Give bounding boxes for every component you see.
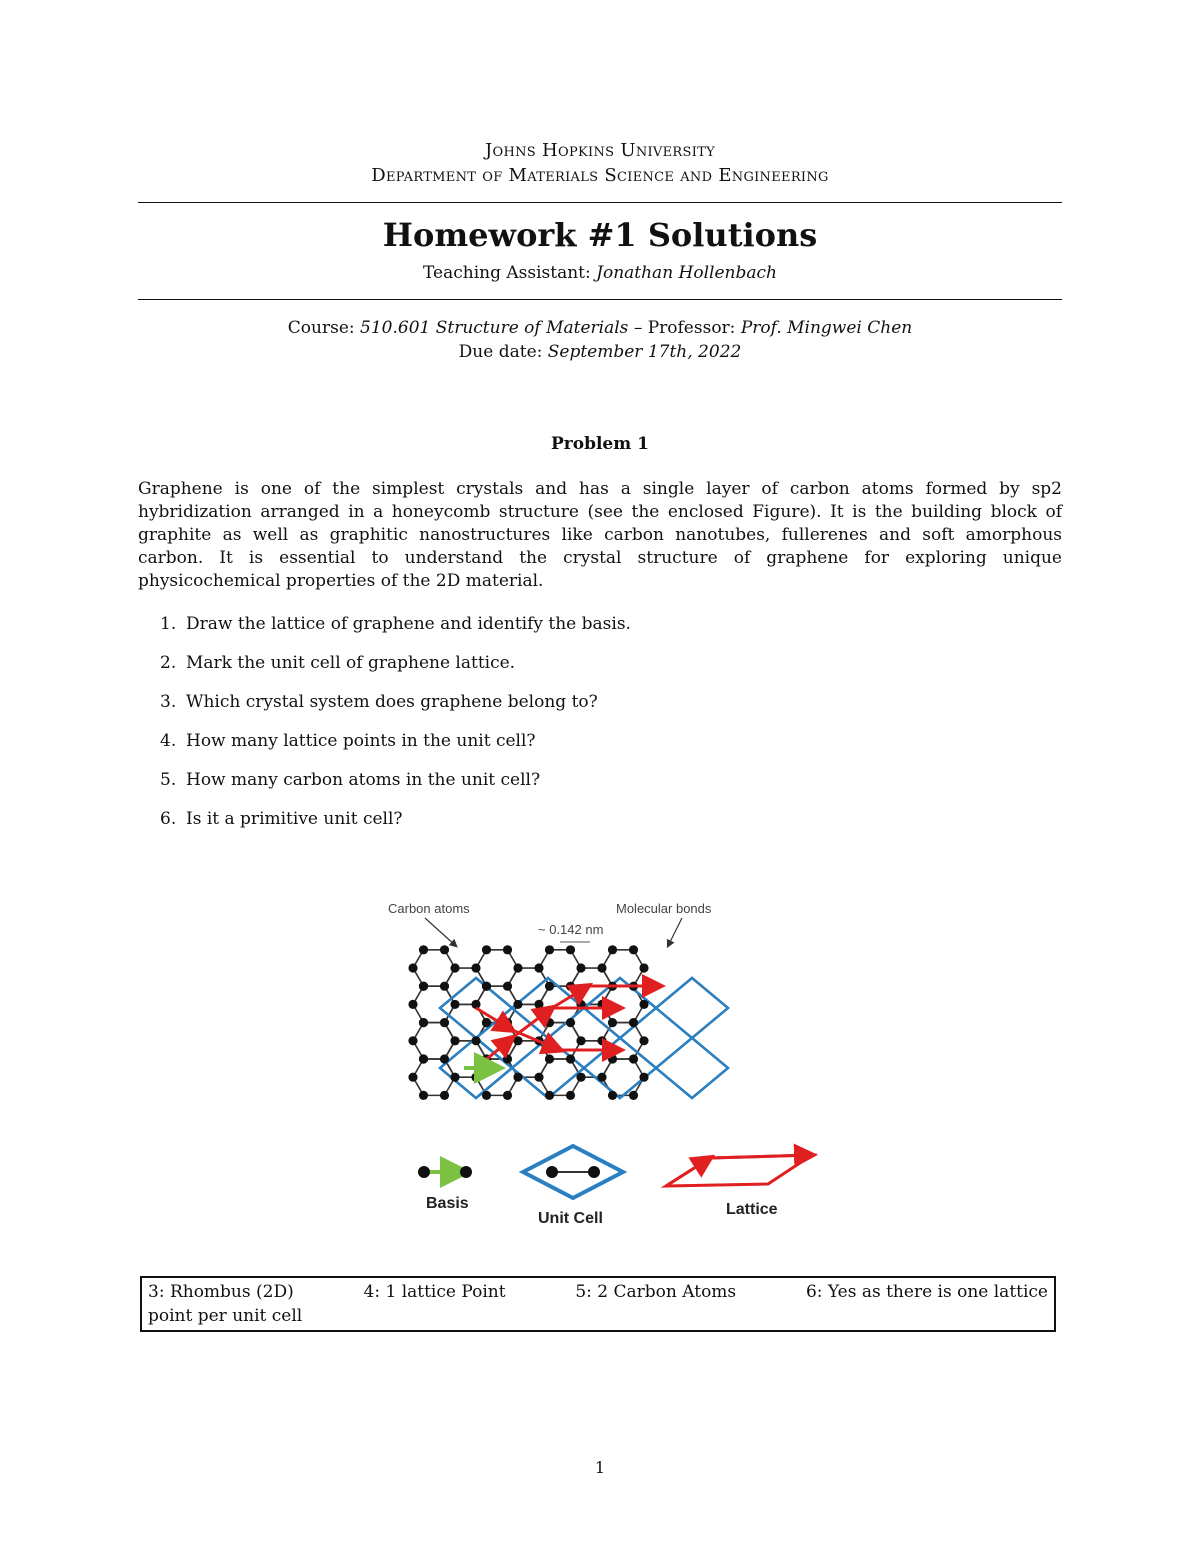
carbon-atom [629, 945, 638, 954]
course-name: 510.601 Structure of Materials [360, 318, 629, 338]
answer-6: 6: Yes as there is one lattice [805, 1282, 1048, 1302]
carbon-atom [419, 1091, 428, 1100]
list-item [160, 613, 1060, 652]
question-text: Which crystal system does graphene belong to? [186, 692, 598, 712]
document-title: Homework #1 Solutions [382, 216, 818, 254]
carbon-atom [450, 1036, 459, 1045]
legend-unit-cell-label: Unit Cell [538, 1210, 603, 1227]
carbon-atom [576, 963, 585, 972]
carbon-atom [534, 1000, 543, 1009]
unit-cell-atom [546, 1166, 558, 1178]
problem-title: Problem 1 [551, 434, 649, 454]
list-item [160, 691, 1060, 730]
ta-label: Teaching Assistant: [423, 263, 591, 283]
carbon-atom [503, 945, 512, 954]
list-item [160, 769, 1060, 808]
carbon-atom [440, 1091, 449, 1100]
answer-5: 5: 2 Carbon Atoms [575, 1282, 737, 1302]
unit-cell-rhombus [584, 1038, 656, 1098]
carbon-atom [545, 1091, 554, 1100]
hexagon-ring [571, 1041, 613, 1077]
question-text: How many lattice points in the unit cell? [186, 731, 536, 751]
carbon-atom [513, 1000, 522, 1009]
carbon-atom [513, 963, 522, 972]
carbon-atom [629, 1091, 638, 1100]
carbon-atom [440, 982, 449, 991]
carbon-atom [471, 1000, 480, 1009]
carbon-atom [566, 945, 575, 954]
carbon-atom [629, 1054, 638, 1063]
molecular-bonds-pointer [668, 918, 682, 946]
carbon-atom [566, 1091, 575, 1100]
legend-lattice [666, 1155, 812, 1218]
question-text: Draw the lattice of graphene and identify the basis. [186, 614, 631, 634]
carbon-atom [545, 982, 554, 991]
hexagon-ring [571, 1004, 613, 1040]
carbon-atom [639, 1036, 648, 1045]
question-number: 3. [160, 692, 177, 712]
list-item [160, 652, 1060, 691]
basis-atom [460, 1166, 472, 1178]
hexagon-ring [476, 986, 518, 1022]
unit-cell-atom [588, 1166, 600, 1178]
legend-basis [418, 1166, 472, 1212]
carbon-atom [608, 1054, 617, 1063]
top-rule [138, 202, 1062, 203]
middle-rule [138, 299, 1062, 300]
carbon-atom [482, 945, 491, 954]
problem-intro: Graphene is one of the simplest crystals and has a single layer of carbon atoms formed by sp2 hybridization arranged in a honeycomb structure (see the enclosed Figure). It is the building block of graphite as well as graphitic nanostructures like carbon nanotubes, fullerenes and soft amorphous carbon. It is essential to understand the crystal structure of graphene for exploring unique physicochemical properties of the 2D material. [138, 479, 1062, 591]
due-date-label: Due date: [458, 342, 543, 362]
carbon-atom [408, 1000, 417, 1009]
carbon-atom [566, 1018, 575, 1027]
carbon-atom [450, 1000, 459, 1009]
carbon-atom [545, 945, 554, 954]
answers-row [148, 1280, 1048, 1304]
carbon-atom [408, 963, 417, 972]
hexagon-ring [413, 1023, 455, 1059]
carbon-atom [482, 1018, 491, 1027]
course-label: Course: [287, 318, 355, 338]
carbon-atom [629, 1018, 638, 1027]
carbon-atom [639, 1000, 648, 1009]
question-number: 2. [160, 653, 177, 673]
carbon-atom [566, 1054, 575, 1063]
carbon-atoms-label: Carbon atoms [388, 901, 470, 916]
list-item [160, 808, 1060, 847]
answer-3: 3: Rhombus (2D) [148, 1282, 294, 1302]
carbon-atom [408, 1073, 417, 1082]
course-line [0, 318, 1200, 338]
ta-name: Jonathan Hollenbach [596, 263, 777, 283]
professor-name: Prof. Mingwei Chen [740, 318, 913, 338]
answer-4: 4: 1 lattice Point [363, 1282, 506, 1302]
page-number: 1 [594, 1458, 606, 1477]
carbon-atom [419, 1054, 428, 1063]
question-number: 6. [160, 809, 177, 829]
legend-unit-cell [523, 1146, 623, 1227]
question-text: How many carbon atoms in the unit cell? [186, 770, 541, 790]
hexagon-ring [413, 986, 455, 1022]
carbon-atom [471, 1036, 480, 1045]
molecular-bonds-label: Molecular bonds [616, 901, 712, 916]
hexagon-ring [476, 950, 518, 986]
question-number: 1. [160, 614, 177, 634]
carbon-atom [639, 963, 648, 972]
department-name: Department of Materials Science and Engineering [371, 165, 829, 186]
hexagon-ring [413, 950, 455, 986]
carbon-atom [503, 1091, 512, 1100]
carbon-atom [597, 1036, 606, 1045]
carbon-atom [482, 982, 491, 991]
carbon-atom [608, 1091, 617, 1100]
carbon-atom [408, 1036, 417, 1045]
course-separator: – [633, 318, 643, 338]
hexagon-ring [413, 1059, 455, 1095]
question-number: 5. [160, 770, 177, 790]
carbon-atom [576, 1073, 585, 1082]
unit-cell-rhombus [656, 978, 728, 1038]
graphene-figure [380, 890, 830, 1240]
carbon-atom [576, 1036, 585, 1045]
university-name: Johns Hopkins University [484, 140, 715, 161]
bond-length-label: ~ 0.142 nm [538, 922, 604, 937]
question-text: Is it a primitive unit cell? [186, 809, 403, 829]
carbon-atom [534, 963, 543, 972]
question-number: 4. [160, 731, 177, 751]
carbon-atom [419, 982, 428, 991]
professor-label: Professor: [647, 318, 736, 338]
carbon-atom [450, 1073, 459, 1082]
carbon-atom [597, 963, 606, 972]
question-list [160, 613, 1060, 847]
carbon-atom [482, 1091, 491, 1100]
due-date-line [0, 342, 1200, 362]
carbon-atom [419, 945, 428, 954]
list-item [160, 730, 1060, 769]
carbon-atom [534, 1073, 543, 1082]
carbon-atom [608, 1018, 617, 1027]
carbon-atom [608, 945, 617, 954]
carbon-atom [440, 1018, 449, 1027]
carbon-atom [503, 1054, 512, 1063]
carbon-atom [597, 1073, 606, 1082]
teaching-assistant [0, 263, 1200, 283]
carbon-atom [513, 1073, 522, 1082]
unit-cell-rhombus [656, 1038, 728, 1098]
hexagon-ring [508, 1041, 550, 1077]
carbon-atom [440, 945, 449, 954]
carbon-atom [545, 1054, 554, 1063]
carbon-atom [450, 963, 459, 972]
answer-6-continued: point per unit cell [148, 1306, 303, 1326]
legend-basis-label: Basis [426, 1195, 469, 1212]
basis-atom [418, 1166, 430, 1178]
carbon-atom [440, 1054, 449, 1063]
carbon-atom [471, 963, 480, 972]
due-date-value: September 17th, 2022 [547, 342, 742, 362]
carbon-atom [419, 1018, 428, 1027]
answers-box [140, 1276, 1056, 1332]
carbon-atom [639, 1073, 648, 1082]
hexagon-ring [508, 968, 550, 1004]
carbon-atom [545, 1018, 554, 1027]
carbon-atom [471, 1073, 480, 1082]
question-text: Mark the unit cell of graphene lattice. [186, 653, 516, 673]
unit-cell-rhombus [512, 1038, 584, 1098]
carbon-atom [566, 982, 575, 991]
legend-lattice-label: Lattice [726, 1201, 778, 1218]
carbon-atom [503, 982, 512, 991]
carbon-atoms-pointer [425, 918, 456, 946]
